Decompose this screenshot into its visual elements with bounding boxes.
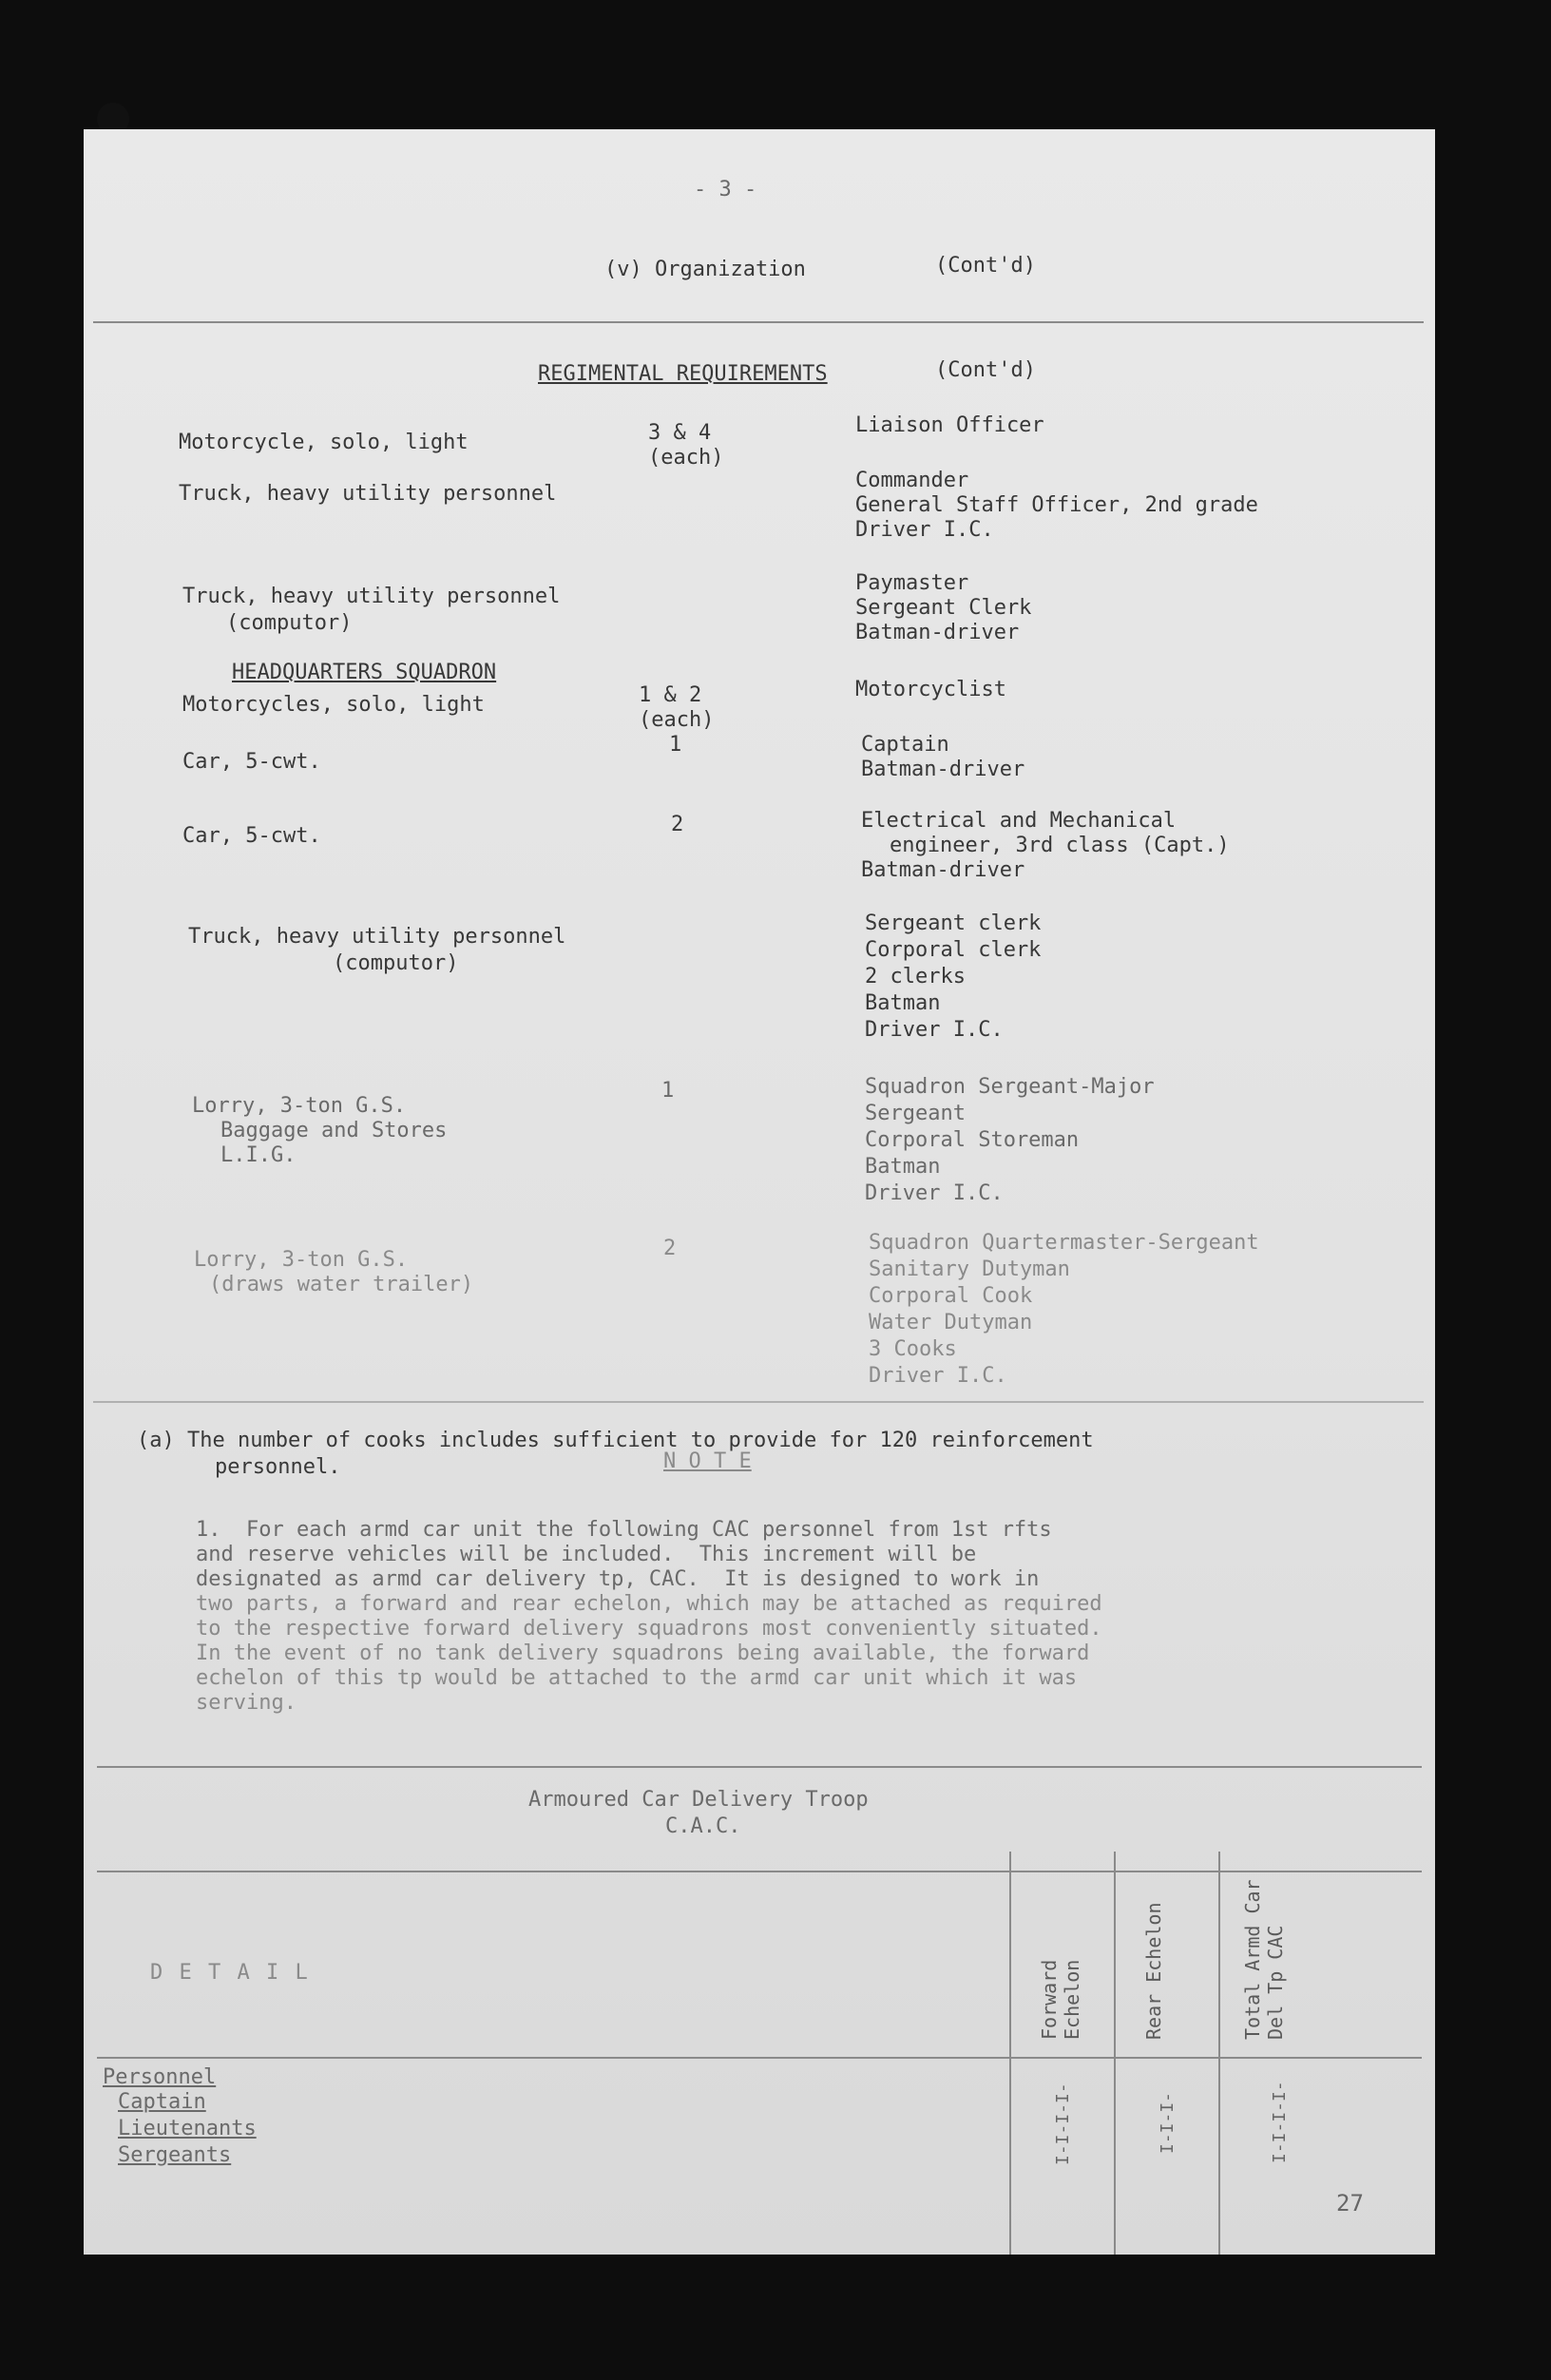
- note-line-2: and reserve vehicles will be included. This increment will be: [196, 1543, 977, 1566]
- row-2-personnel-2: General Staff Officer, 2nd grade: [855, 493, 1258, 517]
- row-2-item: Truck, heavy utility personnel: [179, 482, 557, 506]
- hq-row-3-personnel-1: Electrical and Mechanical: [861, 809, 1177, 833]
- hq-row-3-personnel-3: Batman-driver: [861, 858, 1025, 882]
- row-3-item: Truck, heavy utility personnel: [182, 585, 561, 608]
- row-1-count-each: (each): [648, 446, 724, 470]
- rear-echelon-tally: I-I-I-: [1158, 2091, 1178, 2154]
- table-col-divider-3: [1218, 1852, 1220, 2255]
- row-2-personnel-1: Commander: [855, 469, 969, 492]
- hq-row-4-item-sub: (computor): [333, 951, 459, 975]
- table-rank-sergeants: Sergeants: [118, 2143, 232, 2167]
- hq-row-2-item: Car, 5-cwt.: [182, 750, 321, 774]
- hq-row-5-personnel-1: Squadron Sergeant-Major: [865, 1075, 1155, 1099]
- table-col-total: Total Armd Car Del Tp CAC: [1241, 1879, 1287, 2040]
- hq-row-5-item-sub: Baggage and Stores: [220, 1119, 448, 1142]
- note-line-8: serving.: [196, 1691, 297, 1715]
- regimental-requirements-contd: (Cont'd): [935, 358, 1036, 382]
- hq-row-2-personnel-2: Batman-driver: [861, 758, 1025, 781]
- hq-row-2-personnel-1: Captain: [861, 733, 949, 757]
- hq-row-6-item: Lorry, 3-ton G.S.: [194, 1248, 409, 1272]
- total-tally: I-I-I-I-: [1270, 2081, 1290, 2163]
- document-page: [84, 129, 1435, 2255]
- hq-row-1-personnel-1: Motorcyclist: [855, 678, 1006, 701]
- corner-mark: 27: [1336, 2190, 1364, 2217]
- table-rank-captain: Captain: [118, 2090, 206, 2114]
- hq-row-6-personnel-6: Driver I.C.: [869, 1364, 1007, 1388]
- row-1-personnel-1: Liaison Officer: [855, 413, 1044, 437]
- row-3-personnel-3: Batman-driver: [855, 621, 1020, 644]
- hq-row-5-personnel-4: Batman: [865, 1155, 941, 1179]
- section-contd: (Cont'd): [935, 254, 1036, 278]
- hq-row-6-personnel-5: 3 Cooks: [869, 1337, 957, 1361]
- hq-row-1-count: 1 & 2: [639, 683, 702, 707]
- top-rule: [93, 321, 1424, 323]
- note-line-7: echelon of this tp would be attached to the armd car unit which it was: [196, 1666, 1078, 1690]
- table-header-rule: [97, 2057, 1422, 2059]
- note-line-6: In the event of no tank delivery squadrons being available, the forward: [196, 1641, 1090, 1665]
- hq-row-6-personnel-3: Corporal Cook: [869, 1284, 1033, 1308]
- hq-row-5-personnel-2: Sergeant: [865, 1102, 966, 1125]
- table-personnel-label: Personnel: [103, 2065, 217, 2089]
- hq-row-5-item-sub2: L.I.G.: [220, 1143, 297, 1167]
- hq-row-3-personnel-2: engineer, 3rd class (Capt.): [890, 834, 1230, 857]
- hq-row-5-personnel-3: Corporal Storeman: [865, 1128, 1080, 1152]
- hq-row-4-personnel-4: Batman: [865, 991, 941, 1015]
- hq-row-6-personnel-4: Water Dutyman: [869, 1311, 1033, 1334]
- row-3-item-sub: (computor): [226, 611, 353, 635]
- hq-row-5-item: Lorry, 3-ton G.S.: [192, 1094, 407, 1118]
- hq-row-4-personnel-5: Driver I.C.: [865, 1018, 1004, 1042]
- page-number: - 3 -: [694, 178, 757, 202]
- hq-row-1-item: Motorcycles, solo, light: [182, 693, 485, 717]
- troop-subtitle: C.A.C.: [665, 1814, 741, 1838]
- row-3-personnel-1: Paymaster: [855, 571, 969, 595]
- footnote-a: (a) The number of cooks includes sufficient to provide for 120 reinforcement: [137, 1429, 1094, 1452]
- note-heading: N O T E: [663, 1449, 752, 1473]
- hq-row-4-item: Truck, heavy utility personnel: [188, 925, 566, 949]
- hq-row-5-personnel-5: Driver I.C.: [865, 1181, 1004, 1205]
- hq-row-6-count: 2: [663, 1237, 677, 1260]
- row-2-personnel-3: Driver I.C.: [855, 518, 994, 542]
- hq-row-6-personnel-2: Sanitary Dutyman: [869, 1257, 1070, 1281]
- table-col-divider-1: [1009, 1852, 1011, 2255]
- row-1-count: 3 & 4: [648, 421, 712, 445]
- footnote-rule: [93, 1401, 1424, 1403]
- note-line-3: designated as armd car delivery tp, CAC. It is designed to work in: [196, 1567, 1040, 1591]
- row-1-item: Motorcycle, solo, light: [179, 431, 469, 454]
- table-top-rule: [97, 1871, 1422, 1872]
- note-line-5: to the respective forward delivery squadrons most conveniently situated.: [196, 1617, 1102, 1641]
- table-rank-lieutenants: Lieutenants: [118, 2117, 257, 2140]
- hq-row-4-personnel-3: 2 clerks: [865, 965, 966, 988]
- table-col-rear-echelon: Rear Echelon: [1142, 1902, 1165, 2040]
- row-3-personnel-2: Sergeant Clerk: [855, 596, 1032, 620]
- section-title: (v) Organization: [604, 258, 806, 281]
- hq-squadron-heading: HEADQUARTERS SQUADRON: [232, 661, 497, 684]
- hq-row-5-count: 1: [661, 1079, 675, 1103]
- forward-echelon-tally: I-I-I-I-: [1053, 2082, 1073, 2165]
- hq-row-3-item: Car, 5-cwt.: [182, 824, 321, 848]
- hq-row-6-personnel-1: Squadron Quartermaster-Sergeant: [869, 1231, 1259, 1255]
- hq-row-4-personnel-1: Sergeant clerk: [865, 912, 1042, 935]
- note-line-1: 1. For each armd car unit the following CAC personnel from 1st rfts: [196, 1518, 1052, 1542]
- footnote-a-cont: personnel.: [215, 1455, 341, 1479]
- table-col-divider-2: [1114, 1852, 1116, 2255]
- table-detail-header: D E T A I L: [150, 1961, 310, 1985]
- hq-row-4-personnel-2: Corporal clerk: [865, 938, 1042, 962]
- hq-row-1-count-each: (each): [639, 708, 715, 732]
- troop-title: Armoured Car Delivery Troop: [528, 1788, 869, 1812]
- hq-row-2-count: 1: [669, 733, 682, 757]
- regimental-requirements-heading: REGIMENTAL REQUIREMENTS: [538, 362, 828, 386]
- hq-row-3-count: 2: [671, 813, 684, 836]
- note-end-rule: [97, 1766, 1422, 1768]
- note-line-4: two parts, a forward and rear echelon, which may be attached as required: [196, 1592, 1102, 1616]
- table-col-forward-echelon: Forward Echelon: [1038, 1959, 1083, 2040]
- hq-row-6-item-sub: (draws water trailer): [209, 1273, 474, 1296]
